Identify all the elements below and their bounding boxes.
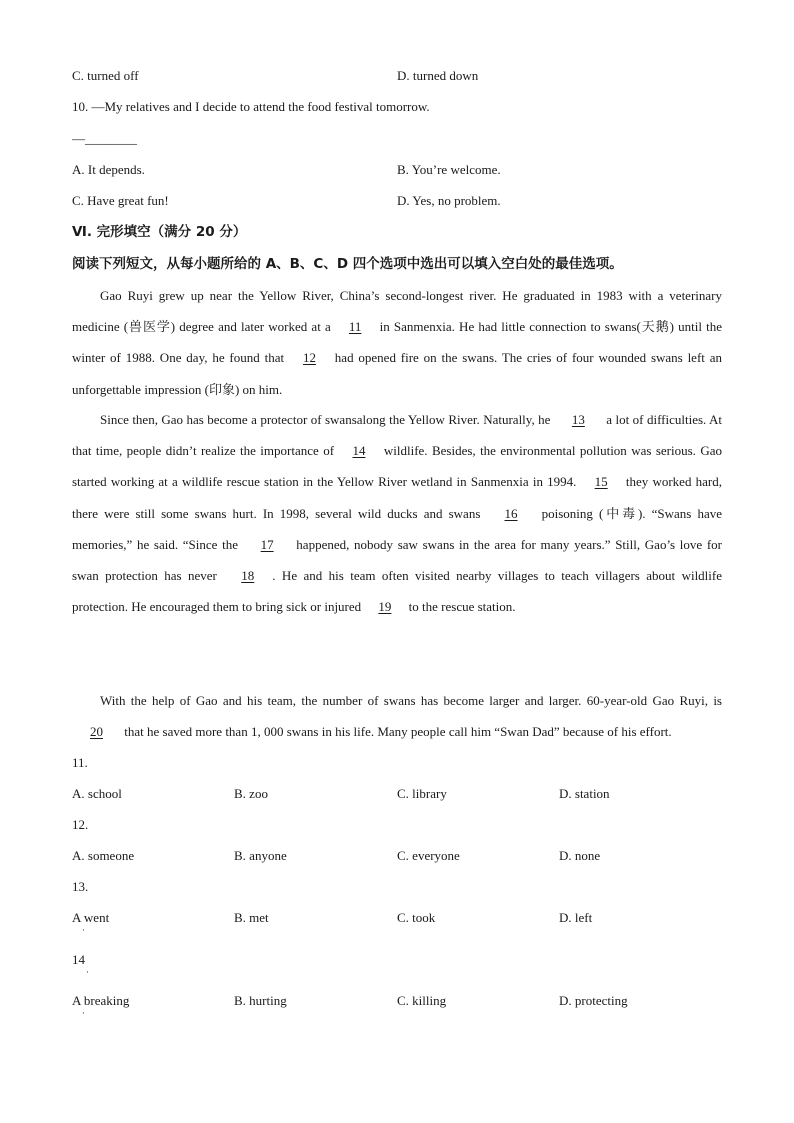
- blank-16: 16: [504, 505, 518, 521]
- q10-option-b: B. You’re welcome.: [397, 162, 501, 177]
- question-13-number: 13.: [72, 879, 89, 894]
- question-11-option-b: B. zoo: [234, 786, 268, 801]
- question-14-option-d: D. protecting: [559, 993, 628, 1008]
- blank-19: 19: [378, 599, 392, 615]
- q10-reply-blank: —________: [72, 131, 137, 146]
- question-11-number: 11.: [72, 755, 88, 770]
- question-14-option-c: C. killing: [397, 993, 447, 1008]
- p1-text-2: in Sanmenxia. He had little connection to swans(天鹅) until the winter of 1988. One day, he found that: [72, 319, 722, 366]
- blank-20: 20: [90, 724, 103, 740]
- question-12-option-b: B. anyone: [234, 848, 287, 863]
- stray-mark: ·: [86, 967, 89, 977]
- stray-mark: ·: [82, 925, 85, 935]
- blank-13: 13: [571, 412, 585, 427]
- passage-paragraph-3: [72, 685, 722, 747]
- question-13-option-c: C. took: [397, 910, 436, 925]
- section-title: Ⅵ. 完形填空（满分 20 分）: [72, 224, 247, 240]
- question-11-option-c: C. library: [397, 786, 447, 801]
- section-instruction: 阅读下列短文，从每小题所给的 A、B、C、D 四个选项中选出可以填入空白处的最佳选项。: [72, 256, 623, 272]
- p2-text-7: . He and his team often visited nearby villages to teach villagers about wildlife protection. He encouraged them to bring sick or injured: [72, 568, 723, 615]
- p2-text-2: a lot of difficulties. At that time, people didn’t realize the importance of: [72, 412, 723, 459]
- question-12-option-d: D. none: [559, 848, 601, 863]
- p2-text-8: to the rescue station.: [405, 599, 516, 615]
- q10-stem: 10. —My relatives and I decide to attend the food festival tomorrow.: [72, 99, 430, 114]
- passage-paragraph-1: [72, 280, 722, 405]
- question-12-option-c: C. everyone: [397, 848, 460, 863]
- p2-text-3: wildlife. Besides, the environmental pollution was serious. Gao started working at a wildlife rescue station in the Yellow River wetland in Sanmenxia in 1994.: [72, 443, 723, 490]
- stray-mark: ·: [82, 1008, 85, 1018]
- question-14-option-b: B. hurting: [234, 993, 287, 1008]
- question-11-option-a: A. school: [72, 786, 122, 801]
- blank-17: 17: [260, 536, 274, 552]
- p2-text-6: happened, nobody saw swans in the area for many years.” Still, Gao’s love for swan protection has never: [72, 536, 722, 584]
- p3-text-1: With the help of Gao and his team, the number of swans has become larger and larger. 60-year-old Gao Ruyi, is: [100, 693, 722, 708]
- question-13-option-d: D. left: [559, 910, 593, 925]
- blank-15: 15: [594, 474, 608, 490]
- question-12-number: 12.: [72, 817, 89, 832]
- q10-option-a: A. It depends.: [72, 162, 145, 177]
- passage-paragraph-2: [72, 404, 722, 622]
- question-13-option-a: A went: [72, 910, 110, 925]
- q10-option-c: C. Have great fun!: [72, 193, 169, 208]
- question-11-option-d: D. station: [559, 786, 610, 801]
- p1-text-3: had opened fire on the swans. The cries of four wounded swans left an unforgettable impression (印象) on him.: [72, 350, 723, 397]
- question-14-option-a: A breaking: [72, 993, 130, 1008]
- q9-option-c: C. turned off: [72, 68, 139, 83]
- q9-option-d: D. turned down: [397, 68, 479, 83]
- blank-14: 14: [352, 443, 366, 459]
- question-12-option-a: A. someone: [72, 848, 135, 863]
- blank-12: 12: [302, 350, 316, 366]
- question-14-number: 14: [72, 952, 85, 967]
- p2-text-1: Since then, Gao has become a protector of swansalong the Yellow River. Naturally, he: [100, 412, 554, 427]
- question-13-option-b: B. met: [234, 910, 269, 925]
- p1-text-1: Gao Ruyi grew up near the Yellow River, China’s second-longest river. He graduated in 1983 with a veterinary medicine (兽医学) degree and later worked at a: [72, 288, 722, 335]
- blank-18: 18: [241, 568, 255, 584]
- p3-text-2: that he saved more than 1, 000 swans in his life. Many people call him “Swan Dad” because of his effort.: [121, 724, 672, 740]
- p2-text-5: poisoning (中毒). “Swans have memories,” he said. “Since the: [72, 505, 723, 552]
- blank-11: 11: [348, 319, 362, 335]
- q10-option-d: D. Yes, no problem.: [397, 193, 501, 208]
- p2-text-4: they worked hard, there were still some swans hurt. In 1998, several wild ducks and swans: [72, 474, 723, 521]
